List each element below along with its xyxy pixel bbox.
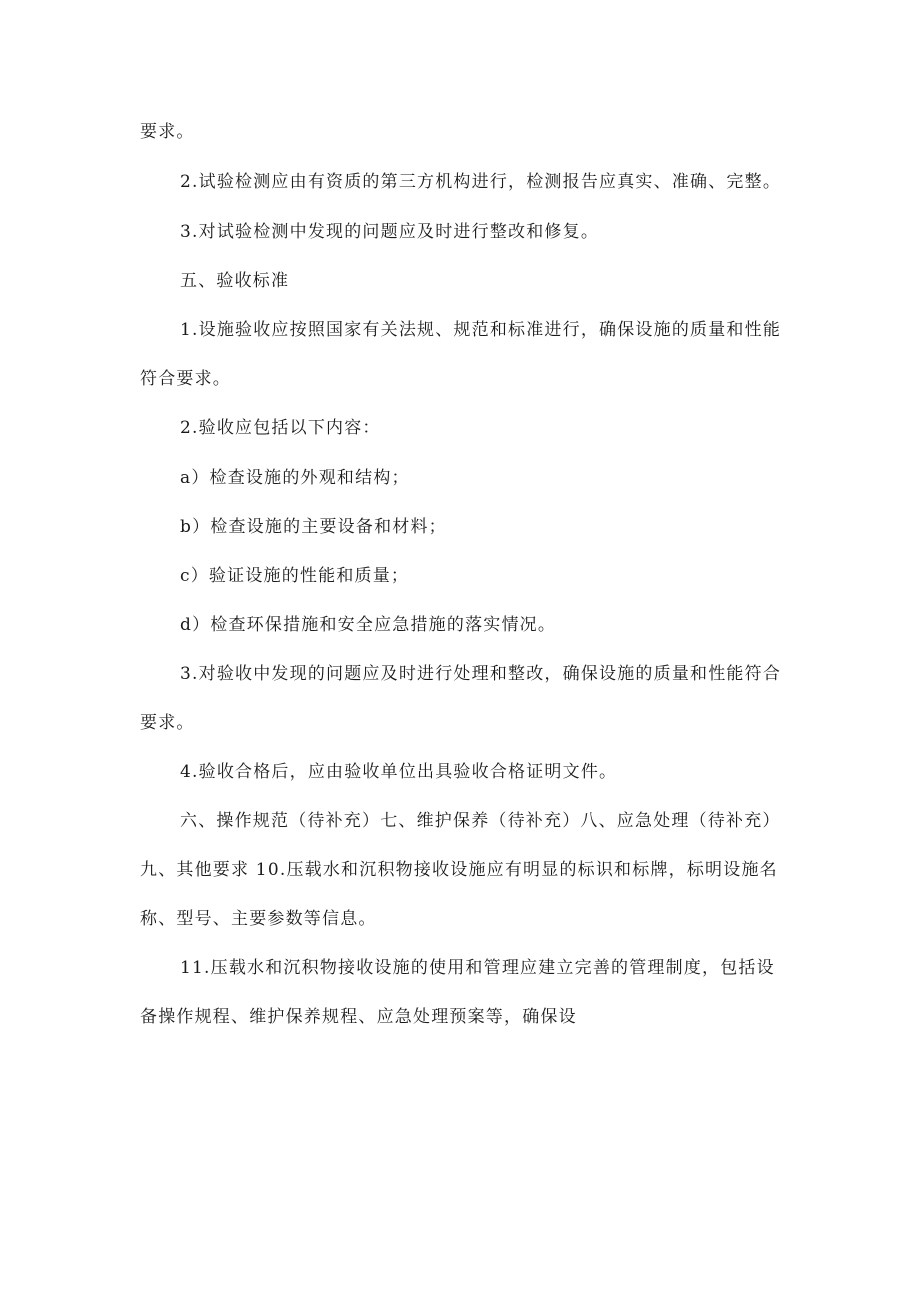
list-item-a: a）检查设施的外观和结构； (180, 468, 410, 488)
paragraph-other-requirements-10: 九、其他要求 10.压载水和沉积物接收设施应有明显的标识和标牌，标明设施名 (140, 860, 778, 880)
paragraph-acceptance-item-2: 2.验收应包括以下内容： (180, 418, 381, 438)
section-heading-acceptance: 五、验收标准 (180, 271, 290, 291)
paragraph-test-item-3: 3.对试验检测中发现的问题应及时进行整改和修复。 (180, 222, 600, 242)
paragraph-test-item-2: 2.试验检测应由有资质的第三方机构进行，检测报告应真实、准确、完整。 (180, 172, 782, 192)
paragraph-acceptance-item-3: 3.对验收中发现的问题应及时进行处理和整改，确保设施的质量和性能符合 (180, 664, 782, 684)
section-headings-pending: 六、操作规范（待补充）七、维护保养（待补充）八、应急处理（待补充） (180, 811, 781, 831)
text-line-continuation: 备操作规程、维护保养规程、应急处理预案等，确保设 (140, 1007, 577, 1027)
list-item-c: c）验证设施的性能和质量； (180, 566, 410, 586)
list-item-b: b）检查设施的主要设备和材料； (180, 517, 447, 537)
text-line-continuation: 符合要求。 (140, 369, 231, 389)
paragraph-acceptance-item-4: 4.验收合格后，应由验收单位出具验收合格证明文件。 (180, 762, 618, 782)
paragraph-acceptance-item-1: 1.设施验收应按照国家有关法规、规范和标准进行，确保设施的质量和性能 (180, 320, 782, 340)
text-line-continuation: 要求。 (140, 122, 195, 142)
text-line-continuation: 称、型号、主要参数等信息。 (140, 909, 377, 929)
text-line-continuation: 要求。 (140, 713, 195, 733)
paragraph-other-requirements-11: 11.压载水和沉积物接收设施的使用和管理应建立完善的管理制度，包括设 (180, 958, 775, 978)
list-item-d: d）检查环保措施和安全应急措施的落实情况。 (180, 615, 557, 635)
